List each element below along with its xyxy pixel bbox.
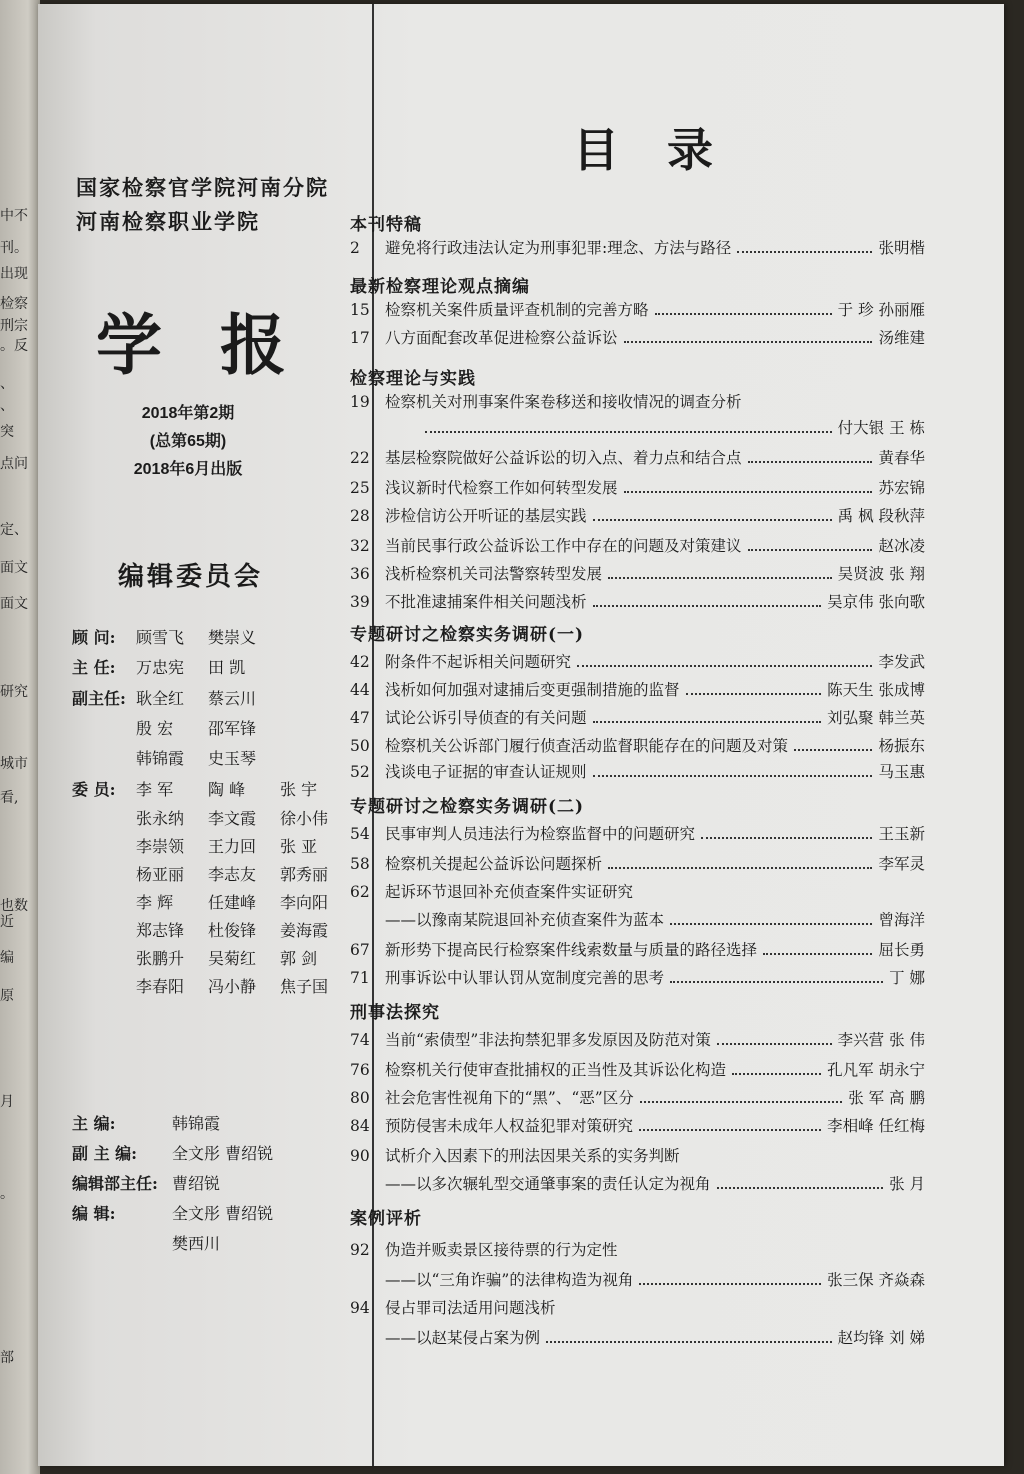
toc-entry-title: 避免将行政违法认定为刑事犯罪:理念、方法与路径 bbox=[385, 239, 732, 257]
board-member: 焦子国 bbox=[280, 977, 329, 996]
board-member: 邵军锋 bbox=[208, 719, 257, 738]
toc-page-number: 67 bbox=[350, 941, 370, 959]
toc-leader-dots bbox=[640, 1100, 843, 1103]
toc-entry[interactable] bbox=[350, 880, 925, 902]
toc-entry[interactable] bbox=[350, 650, 925, 672]
toc-entry-subtitle: ——以“三角诈骗”的法律构造为视角 bbox=[385, 1271, 634, 1289]
institution-name: 国家检察官学院河南分院 bbox=[76, 175, 329, 200]
toc-entry-author: 张 月 bbox=[889, 1175, 925, 1193]
board-member: 姜海霞 bbox=[280, 921, 329, 940]
board-member: 韩锦霞 bbox=[136, 749, 185, 768]
toc-entry-title: 刑事诉讼中认罪认罚从宽制度完善的思考 bbox=[385, 969, 665, 987]
toc-entry[interactable] bbox=[350, 446, 925, 468]
toc-leader-dots bbox=[577, 664, 872, 667]
toc-entry[interactable] bbox=[350, 852, 925, 874]
toc-entry-author: 禹 枫 段秋萍 bbox=[837, 507, 925, 525]
toc-section-heading: 专题研讨之检察实务调研(二) bbox=[350, 797, 585, 817]
toc-page-number: 84 bbox=[350, 1117, 370, 1135]
toc-leader-dots bbox=[701, 836, 872, 839]
toc-page-number: 90 bbox=[350, 1147, 370, 1165]
prev-page-text: 部 bbox=[0, 1350, 14, 1366]
toc-entry-author: 丁 娜 bbox=[889, 969, 925, 987]
toc-leader-dots bbox=[608, 576, 832, 579]
board-members-row bbox=[136, 921, 352, 941]
toc-entry-author: 杨振东 bbox=[878, 737, 925, 755]
staff-name: 韩锦霞 bbox=[172, 1114, 221, 1133]
prev-page-text: 出现 bbox=[0, 266, 28, 282]
toc-leader-dots bbox=[639, 1128, 821, 1131]
toc-leader-dots bbox=[717, 1042, 832, 1045]
toc-leader-dots bbox=[593, 774, 873, 777]
board-member: 樊崇义 bbox=[208, 628, 257, 647]
toc-entry-author: 吴京伟 张向歌 bbox=[827, 593, 925, 611]
toc-entry[interactable] bbox=[350, 390, 925, 412]
staff-role-label: 编 辑: bbox=[72, 1204, 116, 1223]
toc-page-number: 2 bbox=[350, 239, 360, 257]
toc-section-heading: 案例评析 bbox=[350, 1209, 422, 1229]
toc-entry-title: 当前民事行政公益诉讼工作中存在的问题及对策建议 bbox=[385, 537, 742, 555]
board-member: 万忠宪 bbox=[136, 658, 185, 677]
board-member: 张鹏升 bbox=[136, 949, 185, 968]
board-member: 李文霞 bbox=[208, 809, 257, 828]
board-member: 张 宇 bbox=[280, 780, 318, 799]
toc-entry-title: 涉检信访公开听证的基层实践 bbox=[385, 507, 587, 525]
toc-entry[interactable] bbox=[350, 938, 925, 960]
toc-leader-dots bbox=[593, 518, 832, 521]
staff-name: 樊西川 bbox=[172, 1234, 221, 1253]
board-member: 王力回 bbox=[208, 837, 257, 856]
board-role-label: 主 任: bbox=[72, 658, 116, 677]
toc-section-heading: 专题研讨之检察实务调研(一) bbox=[350, 625, 585, 645]
prev-page-text: 原 bbox=[0, 988, 14, 1004]
board-role-label: 副主任: bbox=[72, 689, 126, 708]
toc-entry-title: 浅议新时代检察工作如何转型发展 bbox=[385, 479, 618, 497]
prev-page-text: 看, bbox=[0, 790, 19, 806]
toc-entry[interactable] bbox=[350, 734, 925, 756]
toc-page-number: 47 bbox=[350, 709, 370, 727]
toc-leader-dots bbox=[425, 430, 832, 433]
toc-page-number: 22 bbox=[350, 449, 370, 467]
prev-page-text: 面文 bbox=[0, 596, 28, 612]
board-members-row bbox=[72, 780, 352, 800]
board-members-row bbox=[136, 977, 352, 997]
toc-page-number: 36 bbox=[350, 565, 370, 583]
toc-entry[interactable] bbox=[350, 476, 925, 498]
prev-page-text: 月 bbox=[0, 1094, 14, 1110]
board-member: 张 亚 bbox=[280, 837, 318, 856]
toc-leader-dots bbox=[737, 250, 872, 253]
toc-entry-author: 付大银 王 栋 bbox=[837, 419, 925, 437]
toc-entry-title: 预防侵害未成年人权益犯罪对策研究 bbox=[385, 1117, 634, 1135]
staff-office-row bbox=[72, 1174, 220, 1194]
editorial-board-title: 编辑委员会 bbox=[118, 562, 264, 592]
toc-page-number: 19 bbox=[350, 393, 370, 411]
toc-leader-dots bbox=[748, 460, 873, 463]
previous-page-edge bbox=[0, 0, 40, 1474]
board-member: 张永纳 bbox=[136, 809, 185, 828]
toc-entry-author: 孔凡军 胡永宁 bbox=[827, 1061, 925, 1079]
toc-leader-dots bbox=[624, 340, 873, 343]
toc-entry[interactable] bbox=[350, 534, 925, 556]
toc-entry[interactable] bbox=[350, 1296, 925, 1318]
board-deputies-row bbox=[72, 689, 280, 709]
toc-entry-author: 张 军 高 鹏 bbox=[848, 1089, 925, 1107]
staff-chief-row bbox=[72, 1114, 220, 1134]
toc-entry[interactable] bbox=[350, 1144, 925, 1166]
toc-entry-title: 起诉环节退回补充侦查案件实证研究 bbox=[385, 883, 634, 901]
prev-page-text: 突 bbox=[0, 424, 14, 440]
toc-leader-dots bbox=[655, 312, 832, 315]
prev-page-text: 中不 bbox=[0, 208, 28, 224]
toc-page-number: 52 bbox=[350, 763, 370, 781]
journal-page bbox=[38, 4, 1004, 1466]
toc-entry-author: 汤维建 bbox=[878, 329, 925, 347]
toc-entry-title: 检察机关提起公益诉讼问题探析 bbox=[385, 855, 603, 873]
toc-entry-author: 李军灵 bbox=[878, 855, 925, 873]
toc-entry-author: 李兴营 张 伟 bbox=[837, 1031, 925, 1049]
board-member: 杨亚丽 bbox=[136, 865, 185, 884]
toc-section-heading: 本刊特稿 bbox=[350, 215, 422, 235]
toc-entry-author: 赵均锋 刘 娣 bbox=[837, 1329, 925, 1347]
toc-entry[interactable] bbox=[350, 706, 925, 728]
board-deputies-row bbox=[136, 749, 280, 769]
board-directors-row bbox=[72, 658, 280, 678]
toc-page-number: 32 bbox=[350, 537, 370, 555]
toc-entry-author: 曾海洋 bbox=[878, 911, 925, 929]
prev-page-text: 也数 bbox=[0, 898, 28, 914]
toc-leader-dots bbox=[639, 1282, 821, 1285]
toc-entry[interactable] bbox=[350, 326, 925, 348]
board-member: 吴菊红 bbox=[208, 949, 257, 968]
toc-entry[interactable] bbox=[350, 908, 925, 930]
board-member: 蔡云川 bbox=[208, 689, 257, 708]
toc-entry[interactable] bbox=[350, 416, 925, 438]
toc-entry[interactable] bbox=[350, 1114, 925, 1136]
board-member: 陶 峰 bbox=[208, 780, 246, 799]
toc-entry-title: 新形势下提高民行检察案件线索数量与质量的路径选择 bbox=[385, 941, 758, 959]
board-member: 田 凯 bbox=[208, 658, 246, 677]
toc-page-number: 71 bbox=[350, 969, 370, 987]
board-member: 耿全红 bbox=[136, 689, 185, 708]
toc-entry[interactable] bbox=[350, 822, 925, 844]
prev-page-text: 刊。 bbox=[0, 240, 28, 256]
staff-name: 全文彤 曹绍锐 bbox=[172, 1144, 274, 1163]
toc-entry-subtitle: ——以多次辗轧型交通肇事案的责任认定为视角 bbox=[385, 1175, 711, 1193]
issue-number: 2018年第2期 bbox=[141, 405, 235, 422]
prev-page-text: 编 bbox=[0, 950, 14, 966]
toc-entry-title: 检察机关公诉部门履行侦查活动监督职能存在的问题及对策 bbox=[385, 737, 789, 755]
toc-entry-author: 苏宏锦 bbox=[878, 479, 925, 497]
toc-page-number: 54 bbox=[350, 825, 370, 843]
toc-entry-title: 当前“索债型”非法拘禁犯罪多发原因及防范对策 bbox=[385, 1031, 711, 1049]
board-member: 任建峰 bbox=[208, 893, 257, 912]
toc-entry-author: 屈长勇 bbox=[878, 941, 925, 959]
toc-entry-title: 检察机关行使审查批捕权的正当性及其诉讼化构造 bbox=[385, 1061, 727, 1079]
toc-entry[interactable] bbox=[350, 1238, 925, 1260]
board-member: 冯小静 bbox=[208, 977, 257, 996]
toc-section-heading: 刑事法探究 bbox=[350, 1003, 440, 1023]
staff-name: 全文彤 曹绍锐 bbox=[172, 1204, 274, 1223]
toc-title: 目录 bbox=[573, 123, 761, 177]
staff-editors-row bbox=[72, 1204, 273, 1224]
toc-page-number: 74 bbox=[350, 1031, 370, 1049]
toc-section-heading: 最新检察理论观点摘编 bbox=[350, 277, 530, 297]
toc-entry-author: 李发武 bbox=[878, 653, 925, 671]
toc-entry-title: 侵占罪司法适用问题浅析 bbox=[385, 1299, 556, 1317]
board-member: 郑志锋 bbox=[136, 921, 185, 940]
toc-leader-dots bbox=[670, 922, 872, 925]
toc-leader-dots bbox=[608, 866, 872, 869]
prev-page-text: 刑宗 bbox=[0, 318, 28, 334]
toc-entry[interactable] bbox=[350, 1268, 925, 1290]
toc-entry-subtitle: ——以豫南某院退回补充侦查案件为蓝本 bbox=[385, 911, 665, 929]
toc-leader-dots bbox=[794, 748, 872, 751]
prev-page-text: 面文 bbox=[0, 560, 28, 576]
toc-page-number: 80 bbox=[350, 1089, 370, 1107]
staff-role-label: 主 编: bbox=[72, 1114, 116, 1133]
toc-entry-author: 陈天生 张成博 bbox=[827, 681, 925, 699]
journal-title: 学报 bbox=[96, 306, 344, 384]
toc-entry-title: 民事审判人员违法行为检察监督中的问题研究 bbox=[385, 825, 696, 843]
toc-entry[interactable] bbox=[350, 1086, 925, 1108]
prev-page-text: 。 bbox=[0, 1186, 14, 1202]
institution-name: 河南检察职业学院 bbox=[76, 209, 260, 234]
board-members-row bbox=[136, 949, 352, 969]
toc-entry-author: 李相峰 任红梅 bbox=[827, 1117, 925, 1135]
toc-leader-dots bbox=[732, 1072, 821, 1075]
toc-entry[interactable] bbox=[350, 236, 925, 258]
toc-page-number: 58 bbox=[350, 855, 370, 873]
toc-entry[interactable] bbox=[350, 760, 925, 782]
staff-role-label: 编辑部主任: bbox=[72, 1174, 158, 1193]
toc-leader-dots bbox=[546, 1340, 832, 1343]
toc-entry-title: 试析介入因素下的刑法因果关系的实务判断 bbox=[385, 1147, 680, 1165]
board-member: 李志友 bbox=[208, 865, 257, 884]
toc-entry-title: 检察机关案件质量评查机制的完善方略 bbox=[385, 301, 649, 319]
toc-leader-dots bbox=[624, 490, 873, 493]
toc-entry[interactable] bbox=[350, 562, 925, 584]
issue-total: (总第65期) bbox=[149, 433, 227, 450]
board-member: 郭秀丽 bbox=[280, 865, 329, 884]
toc-page-number: 94 bbox=[350, 1299, 370, 1317]
toc-entry-author: 吴贤波 张 翔 bbox=[837, 565, 925, 583]
toc-entry-title: 浅析检察机关司法警察转型发展 bbox=[385, 565, 603, 583]
prev-page-text: 、 bbox=[0, 398, 14, 414]
toc-leader-dots bbox=[670, 980, 883, 983]
board-members-row bbox=[136, 893, 352, 913]
toc-page-number: 44 bbox=[350, 681, 370, 699]
toc-page-number: 28 bbox=[350, 507, 370, 525]
board-member: 顾雪飞 bbox=[136, 628, 185, 647]
toc-page-number: 76 bbox=[350, 1061, 370, 1079]
toc-entry[interactable] bbox=[350, 1058, 925, 1080]
toc-entry-title: 社会危害性视角下的“黑”、“恶”区分 bbox=[385, 1089, 634, 1107]
toc-entry-title: 检察机关对刑事案件案卷移送和接收情况的调查分析 bbox=[385, 393, 742, 411]
toc-page-number: 42 bbox=[350, 653, 370, 671]
board-member: 郭 剑 bbox=[280, 949, 318, 968]
toc-entry[interactable] bbox=[350, 678, 925, 700]
toc-entry-title: 附条件不起诉相关问题研究 bbox=[385, 653, 572, 671]
toc-entry[interactable] bbox=[350, 504, 925, 526]
toc-page-number: 17 bbox=[350, 329, 370, 347]
toc-entry-author: 刘弘聚 韩兰英 bbox=[827, 709, 925, 727]
board-members-row bbox=[136, 837, 352, 857]
board-members-row bbox=[136, 865, 352, 885]
board-member: 徐小伟 bbox=[280, 809, 329, 828]
toc-entry-title: 浅析如何加强对逮捕后变更强制措施的监督 bbox=[385, 681, 680, 699]
toc-leader-dots bbox=[748, 548, 873, 551]
toc-entry-title: 浅谈电子证据的审查认证规则 bbox=[385, 763, 587, 781]
toc-entry[interactable] bbox=[350, 298, 925, 320]
board-member: 李 辉 bbox=[136, 893, 174, 912]
board-member: 史玉琴 bbox=[208, 749, 257, 768]
toc-entry-author: 张明楷 bbox=[878, 239, 925, 257]
toc-leader-dots bbox=[593, 720, 822, 723]
prev-page-text: 研究 bbox=[0, 684, 28, 700]
toc-entry-title: 伪造并贩卖景区接待票的行为定性 bbox=[385, 1241, 618, 1259]
toc-entry-title: 八方面配套改革促进检察公益诉讼 bbox=[385, 329, 618, 347]
toc-page-number: 39 bbox=[350, 593, 370, 611]
prev-page-text: 城市 bbox=[0, 756, 28, 772]
toc-entry[interactable] bbox=[350, 1326, 925, 1348]
prev-page-text: 定、 bbox=[0, 522, 28, 538]
board-member: 李 军 bbox=[136, 780, 174, 799]
prev-page-text: 点问 bbox=[0, 456, 28, 472]
issue-date: 2018年6月出版 bbox=[133, 461, 243, 478]
prev-page-text: 近 bbox=[0, 914, 14, 930]
board-advisors-row bbox=[72, 628, 280, 648]
board-role-label: 顾 问: bbox=[72, 628, 116, 647]
toc-entry-author: 马玉惠 bbox=[878, 763, 925, 781]
toc-entry[interactable] bbox=[350, 590, 925, 612]
toc-entry-subtitle: ——以赵某侵占案为例 bbox=[385, 1329, 541, 1347]
toc-entry-author: 黄春华 bbox=[878, 449, 925, 467]
prev-page-text: 、 bbox=[0, 376, 14, 392]
toc-entry[interactable] bbox=[350, 966, 925, 988]
staff-role-label: 副 主 编: bbox=[72, 1144, 138, 1163]
toc-page-number: 50 bbox=[350, 737, 370, 755]
toc-entry[interactable] bbox=[350, 1028, 925, 1050]
staff-deputy-chief-row bbox=[72, 1144, 273, 1164]
toc-entry-title: 基层检察院做好公益诉讼的切入点、着力点和结合点 bbox=[385, 449, 742, 467]
toc-entry-title: 试论公诉引导侦查的有关问题 bbox=[385, 709, 587, 727]
board-member: 李崇领 bbox=[136, 837, 185, 856]
toc-entry[interactable] bbox=[350, 1172, 925, 1194]
toc-leader-dots bbox=[686, 692, 822, 695]
toc-entry-author: 张三保 齐焱森 bbox=[827, 1271, 925, 1289]
prev-page-text: 检察 bbox=[0, 296, 28, 312]
toc-entry-author: 王玉新 bbox=[878, 825, 925, 843]
toc-leader-dots bbox=[763, 952, 872, 955]
toc-leader-dots bbox=[593, 604, 822, 607]
staff-name: 曹绍锐 bbox=[172, 1174, 221, 1193]
toc-entry-author: 于 珍 孙丽雁 bbox=[837, 301, 925, 319]
toc-page-number: 15 bbox=[350, 301, 370, 319]
toc-section-heading: 检察理论与实践 bbox=[350, 369, 476, 389]
prev-page-text: 。反 bbox=[0, 338, 28, 354]
board-member: 杜俊锋 bbox=[208, 921, 257, 940]
toc-page-number: 62 bbox=[350, 883, 370, 901]
toc-entry-author: 赵冰凌 bbox=[878, 537, 925, 555]
toc-entry-title: 不批准逮捕案件相关问题浅析 bbox=[385, 593, 587, 611]
toc-page-number: 25 bbox=[350, 479, 370, 497]
board-members-row bbox=[136, 809, 352, 829]
board-role-label: 委 员: bbox=[72, 780, 116, 799]
board-member: 李向阳 bbox=[280, 893, 329, 912]
staff-editors-row bbox=[172, 1234, 220, 1254]
toc-leader-dots bbox=[717, 1186, 884, 1189]
board-member: 殷 宏 bbox=[136, 719, 174, 738]
toc-page-number: 92 bbox=[350, 1241, 370, 1259]
board-deputies-row bbox=[136, 719, 280, 739]
board-member: 李春阳 bbox=[136, 977, 185, 996]
